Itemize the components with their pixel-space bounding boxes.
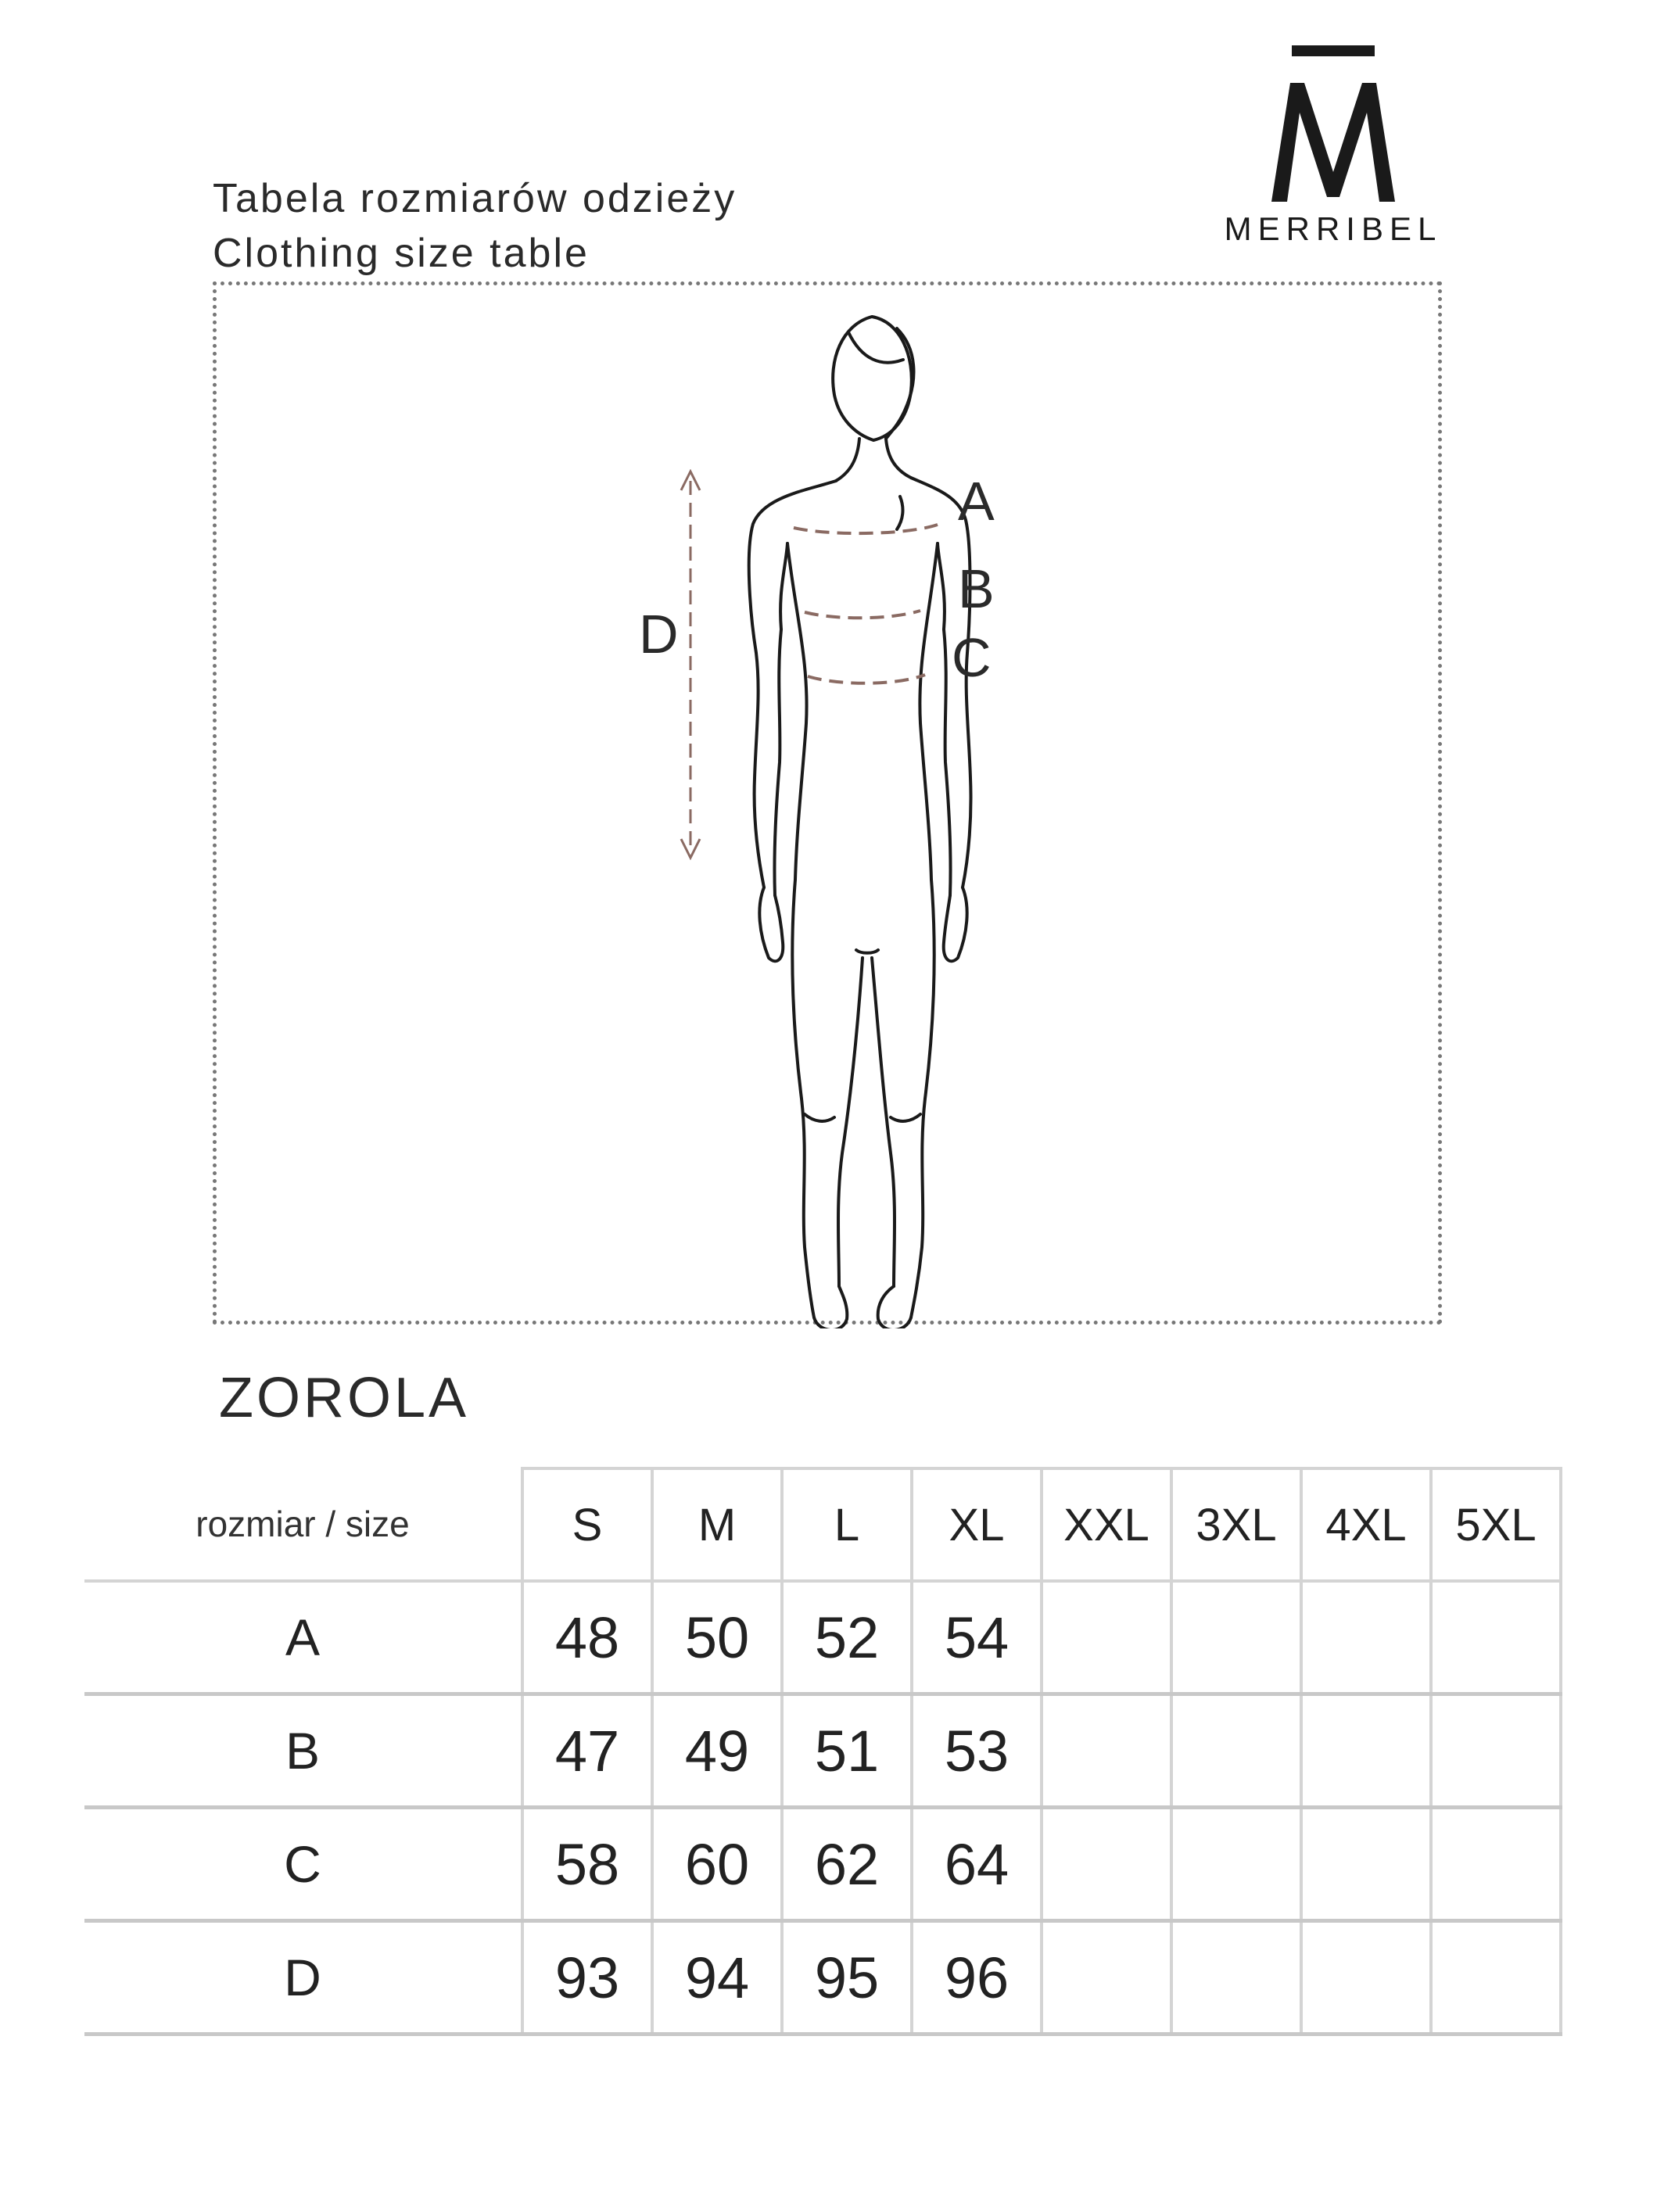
row-label: B bbox=[84, 1694, 522, 1808]
product-name: ZOROLA bbox=[219, 1367, 470, 1429]
measure-label-a: A bbox=[958, 471, 995, 532]
size-col-m: M bbox=[652, 1468, 782, 1581]
row-label: A bbox=[84, 1581, 522, 1694]
measure-line-b bbox=[805, 611, 920, 618]
size-corner-label: rozmiar / size bbox=[84, 1468, 522, 1581]
body-silhouette bbox=[749, 317, 971, 1328]
size-col-5xl: 5XL bbox=[1431, 1468, 1561, 1581]
size-table bbox=[84, 1467, 1562, 2036]
table-cell bbox=[1171, 1808, 1301, 1921]
table-cell: 49 bbox=[652, 1694, 782, 1808]
table-cell: 62 bbox=[782, 1808, 912, 1921]
measure-line-c bbox=[808, 675, 925, 683]
logo-wordmark: MERRIBEL bbox=[1224, 210, 1443, 247]
table-row-a bbox=[84, 1581, 1561, 1694]
table-cell bbox=[1431, 1694, 1561, 1808]
table-cell bbox=[1042, 1808, 1171, 1921]
table-cell: 54 bbox=[912, 1581, 1042, 1694]
table-cell bbox=[1042, 1921, 1171, 2035]
size-col-4xl: 4XL bbox=[1301, 1468, 1431, 1581]
table-cell: 48 bbox=[522, 1581, 652, 1694]
measure-label-b: B bbox=[958, 558, 995, 619]
table-cell: 52 bbox=[782, 1581, 912, 1694]
table-row-d bbox=[84, 1921, 1561, 2035]
table-row-c bbox=[84, 1808, 1561, 1921]
table-cell bbox=[1042, 1581, 1171, 1694]
table-cell bbox=[1301, 1921, 1431, 2035]
measure-line-a bbox=[794, 525, 938, 533]
table-row-b bbox=[84, 1694, 1561, 1808]
measure-label-d: D bbox=[639, 604, 679, 665]
measurement-lines bbox=[690, 481, 938, 848]
table-cell bbox=[1301, 1694, 1431, 1808]
table-cell bbox=[1171, 1694, 1301, 1808]
logo-m-mark bbox=[1267, 80, 1400, 203]
figure-frame bbox=[213, 281, 1442, 1325]
table-cell: 51 bbox=[782, 1694, 912, 1808]
size-col-l: L bbox=[782, 1468, 912, 1581]
table-cell: 95 bbox=[782, 1921, 912, 2035]
table-cell bbox=[1171, 1581, 1301, 1694]
table-cell: 96 bbox=[912, 1921, 1042, 2035]
row-label: C bbox=[84, 1808, 522, 1921]
size-col-xl: XL bbox=[912, 1468, 1042, 1581]
page-title-polish: Tabela rozmiarów odzieży bbox=[213, 176, 737, 221]
size-col-s: S bbox=[522, 1468, 652, 1581]
table-cell bbox=[1431, 1581, 1561, 1694]
table-cell bbox=[1301, 1808, 1431, 1921]
table-cell bbox=[1431, 1921, 1561, 2035]
table-cell: 94 bbox=[652, 1921, 782, 2035]
table-cell bbox=[1042, 1694, 1171, 1808]
row-label: D bbox=[84, 1921, 522, 2035]
size-col-xxl: XXL bbox=[1042, 1468, 1171, 1581]
table-cell: 64 bbox=[912, 1808, 1042, 1921]
size-header-row bbox=[84, 1468, 1561, 1581]
page-title-english: Clothing size table bbox=[213, 231, 590, 276]
table-cell: 58 bbox=[522, 1808, 652, 1921]
table-cell: 50 bbox=[652, 1581, 782, 1694]
table-cell bbox=[1301, 1581, 1431, 1694]
body-measurement-illustration bbox=[217, 285, 1446, 1328]
table-cell bbox=[1171, 1921, 1301, 2035]
logo-macron-bar bbox=[1292, 45, 1375, 56]
table-cell: 60 bbox=[652, 1808, 782, 1921]
size-col-3xl: 3XL bbox=[1171, 1468, 1301, 1581]
table-cell: 47 bbox=[522, 1694, 652, 1808]
table-cell: 53 bbox=[912, 1694, 1042, 1808]
merribel-logo bbox=[1204, 39, 1462, 258]
table-cell: 93 bbox=[522, 1921, 652, 2035]
measure-label-c: C bbox=[952, 627, 992, 688]
table-cell bbox=[1431, 1808, 1561, 1921]
